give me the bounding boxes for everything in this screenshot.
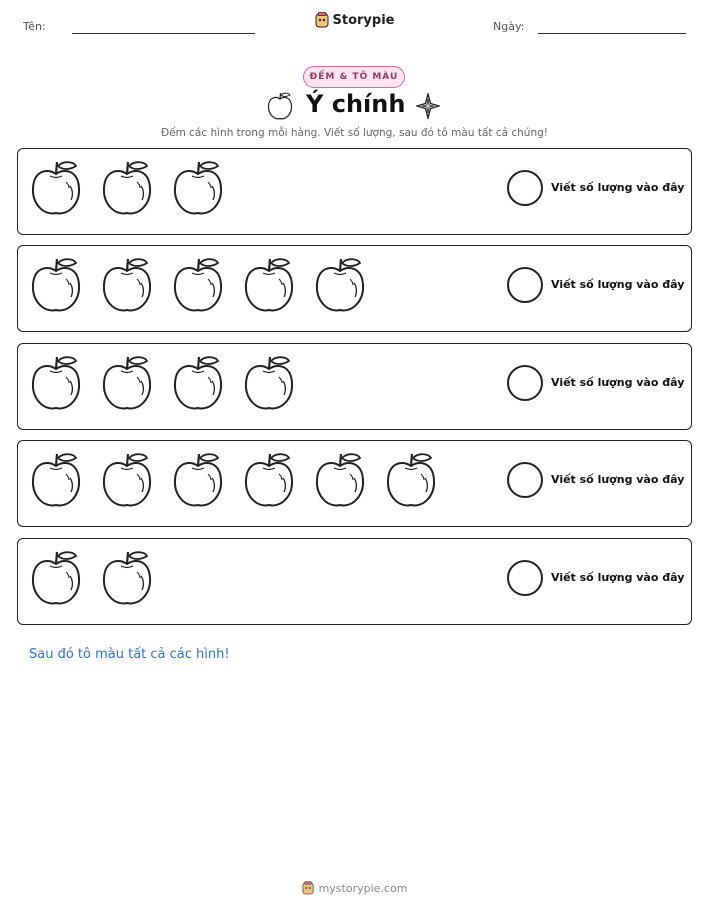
apple-icon[interactable] — [30, 547, 82, 609]
answer-circle[interactable] — [507, 170, 543, 206]
answer-circle[interactable] — [507, 560, 543, 596]
apple-icon[interactable] — [101, 449, 153, 511]
apple-icon[interactable] — [101, 352, 153, 414]
apple-icon[interactable] — [172, 352, 224, 414]
apple-icon[interactable] — [243, 449, 295, 511]
date-label: Ngày: — [493, 20, 525, 33]
apple-group — [30, 547, 153, 609]
apple-group — [30, 254, 366, 316]
answer-label: Viết số lượng vào đây — [551, 376, 685, 389]
brand-name: Storypie — [332, 12, 395, 28]
apple-icon[interactable] — [101, 254, 153, 316]
activity-badge: ĐẾM & TÔ MÀU — [303, 66, 405, 88]
answer-circle[interactable] — [507, 267, 543, 303]
apple-icon[interactable] — [172, 254, 224, 316]
apple-icon[interactable] — [30, 449, 82, 511]
answer-circle[interactable] — [507, 365, 543, 401]
apple-group — [30, 352, 295, 414]
apple-icon[interactable] — [172, 157, 224, 219]
apple-icon[interactable] — [101, 547, 153, 609]
count-row — [17, 245, 692, 332]
apple-icon[interactable] — [385, 449, 437, 511]
title-row — [0, 90, 709, 124]
answer-label: Viết số lượng vào đây — [551, 181, 685, 194]
count-row — [17, 343, 692, 430]
apple-icon[interactable] — [30, 254, 82, 316]
apple-group — [30, 157, 224, 219]
count-row — [17, 440, 692, 527]
apple-icon[interactable] — [172, 449, 224, 511]
apple-group — [30, 449, 437, 511]
answer-label: Viết số lượng vào đây — [551, 278, 685, 291]
apple-icon[interactable] — [314, 449, 366, 511]
answer-circle[interactable] — [507, 462, 543, 498]
apple-icon[interactable] — [30, 352, 82, 414]
storypie-logo-icon — [315, 12, 329, 28]
footer-note: Sau đó tô màu tất cả các hình! — [29, 647, 230, 662]
count-row — [17, 538, 692, 625]
footer-brand — [0, 880, 709, 899]
apple-icon[interactable] — [243, 254, 295, 316]
apple-icon — [266, 91, 294, 121]
answer-label: Viết số lượng vào đây — [551, 571, 685, 584]
apple-icon[interactable] — [101, 157, 153, 219]
footer-url: mystorypie.com — [318, 881, 408, 895]
name-line[interactable] — [72, 33, 255, 34]
sparkle-icon — [416, 93, 440, 119]
count-row — [17, 148, 692, 235]
apple-icon[interactable] — [243, 352, 295, 414]
answer-label: Viết số lượng vào đây — [551, 473, 685, 486]
page-title: Ý chính — [306, 90, 406, 118]
brand-header — [0, 12, 709, 32]
name-label: Tên: — [23, 20, 46, 33]
instructions: Đếm các hình trong mỗi hàng. Viết số lượng, sau đó tô màu tất cả chúng! — [160, 127, 548, 139]
apple-icon[interactable] — [30, 157, 82, 219]
apple-icon[interactable] — [314, 254, 366, 316]
date-line[interactable] — [538, 33, 686, 34]
storypie-logo-icon — [302, 881, 314, 895]
